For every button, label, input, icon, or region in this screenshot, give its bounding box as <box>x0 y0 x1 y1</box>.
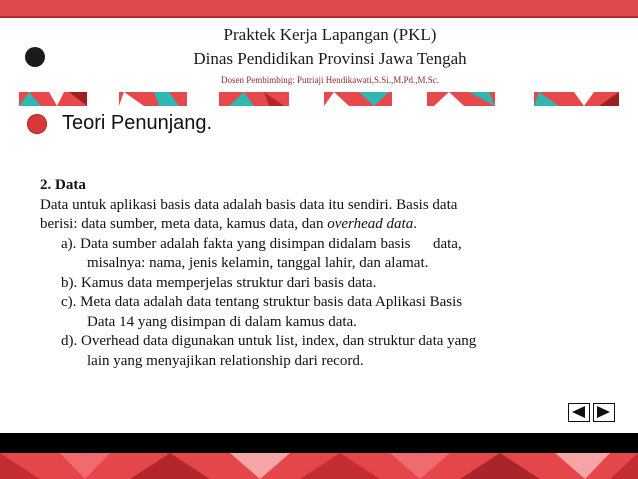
footer-bar <box>0 433 638 453</box>
slide-header <box>120 24 540 86</box>
paragraph-line: Data untuk aplikasi basis data adalah basis data itu sendiri. Basis data <box>40 196 458 213</box>
list-item-a: a). Data sumber adalah fakta yang disimpan didalam basis data, <box>61 235 462 252</box>
bullet-dot-black <box>25 47 45 67</box>
bullet-dot-red <box>27 114 47 134</box>
top-decor-line <box>0 16 638 18</box>
list-item-c: c). Meta data adalah data tentang struktur basis data Aplikasi Basis <box>61 294 463 310</box>
paragraph-text: berisi: data sumber, meta data, kamus data, dan <box>40 216 328 232</box>
list-item-c-cont: Data 14 yang disimpan di dalam kamus data. <box>87 313 357 330</box>
paragraph-text: . <box>413 216 417 232</box>
list-item-a-cont: misalnya: nama, jenis kelamin, tanggal lahir, dan alamat. <box>87 255 429 271</box>
triangle-left-icon <box>569 404 588 420</box>
content-heading: 2. Data <box>40 177 86 193</box>
header-supervisor: Dosen Pembimbing: Putriaji Hendikawati,S.Si.,M.Pd.,M.Sc. <box>220 75 439 85</box>
section-title: Teori Penunjang. <box>62 112 213 134</box>
prev-slide-button[interactable] <box>568 403 590 422</box>
list-item-d: d). Overhead data digunakan untuk list, index, dan struktur data yang <box>61 333 477 349</box>
list-item-b: b). Kamus data memperjelas struktur dari basis data. <box>61 274 377 291</box>
paragraph-line <box>40 215 600 235</box>
paragraph-italic: overhead data <box>327 216 414 232</box>
list-item-d-cont: lain yang menyajikan relationship dari record. <box>87 352 364 369</box>
pattern-band <box>19 92 619 106</box>
triangle-right-icon <box>594 404 613 420</box>
header-title: Praktek Kerja Lapangan (PKL) <box>223 25 437 44</box>
footer-pattern <box>0 453 638 479</box>
next-slide-button[interactable] <box>593 403 615 422</box>
header-subtitle: Dinas Pendidikan Provinsi Jawa Tengah <box>193 49 467 68</box>
slide-content <box>40 176 600 371</box>
